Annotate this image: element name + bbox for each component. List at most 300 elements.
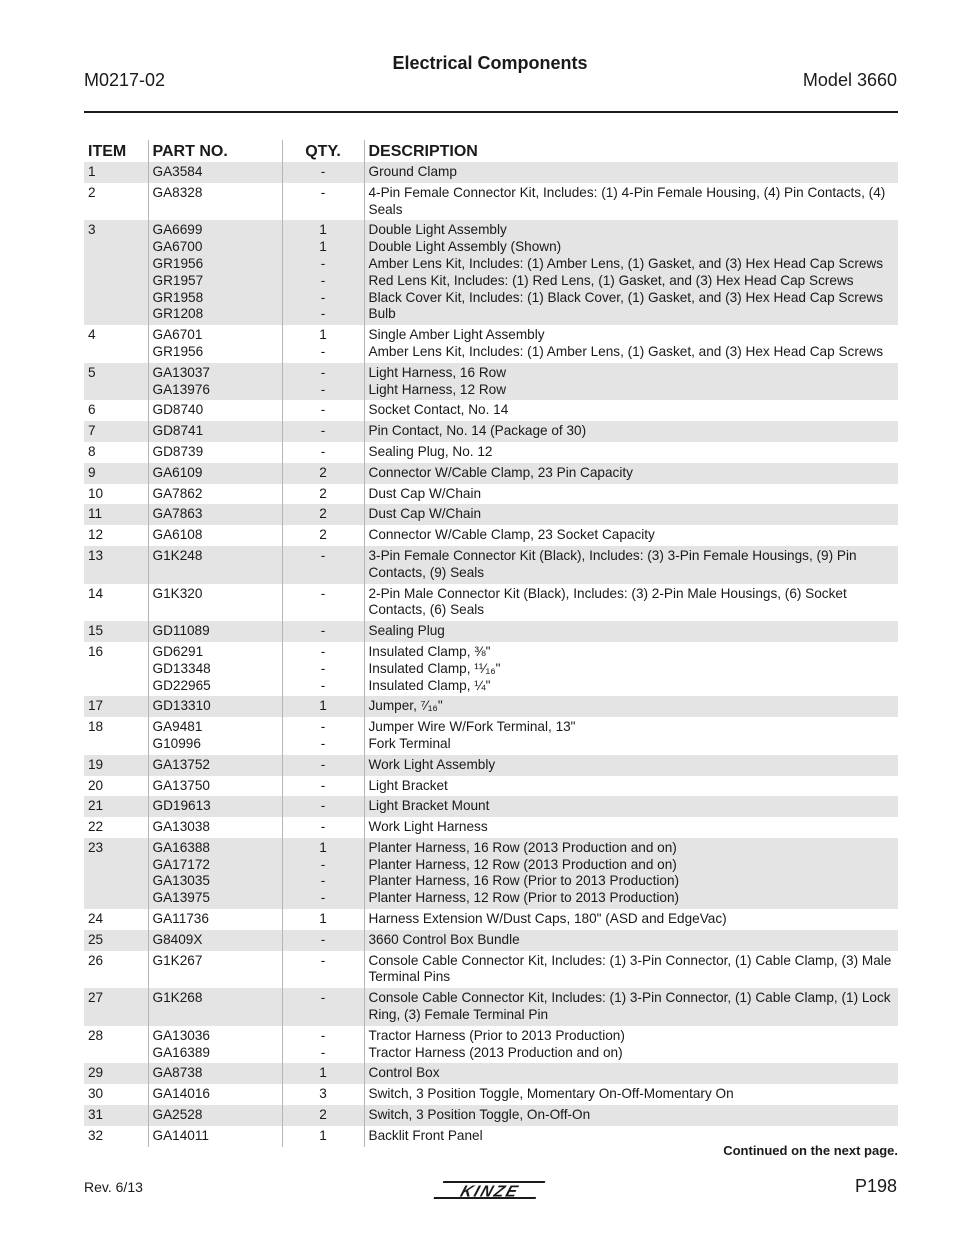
description: Sealing Plug, No. 12: [368, 443, 493, 459]
description: 3-Pin Female Connector Kit (Black), Includes: (3) 3-Pin Female Housings, (9) Pin Contacts, (9) Seals: [368, 547, 857, 580]
description-cell: [364, 988, 898, 1026]
part-number-cell: [148, 988, 282, 1026]
table-row: [84, 1026, 898, 1064]
description: Work Light Assembly: [368, 756, 496, 772]
part-number: GA6700: [152, 239, 203, 255]
description: Light Harness, 16 Row: [368, 364, 507, 380]
quantity-cell: [282, 584, 364, 622]
quantity-cell: [282, 442, 364, 463]
quantity: -: [320, 952, 326, 968]
quantity-cell: [282, 717, 364, 755]
part-number-cell: [148, 363, 282, 401]
quantity: -: [320, 819, 326, 835]
description: Red Lens Kit, Includes: (1) Red Lens, (1) Gasket, and (3) Hex Head Cap Screws: [368, 272, 854, 288]
quantity: -: [320, 443, 326, 459]
part-number-cell: [148, 755, 282, 776]
table-row: [84, 621, 898, 642]
quantity: -: [320, 798, 326, 814]
item-number: 15: [84, 621, 148, 642]
table-row: [84, 776, 898, 797]
quantity-cell: [282, 525, 364, 546]
quantity-cell: [282, 796, 364, 817]
part-number: GA6701: [152, 327, 203, 343]
quantity-cell: [282, 183, 364, 221]
quantity-cell: [282, 504, 364, 525]
description: Planter Harness, 12 Row (2013 Production and on): [368, 856, 677, 872]
table-row: [84, 504, 898, 525]
quantity: -: [320, 306, 326, 322]
table-row: [84, 363, 898, 401]
description-cell: [364, 162, 898, 183]
part-number: GA7862: [152, 485, 203, 501]
part-number: GR1957: [152, 272, 204, 288]
part-number: GA16388: [152, 839, 210, 855]
description-cell: [364, 909, 898, 930]
item-number: 7: [84, 421, 148, 442]
description-cell: [364, 930, 898, 951]
item-number: 20: [88, 777, 104, 793]
quantity: -: [320, 677, 326, 693]
part-number: GA8738: [152, 1065, 203, 1081]
quantity: -: [320, 643, 326, 659]
page-title: Electrical Components: [392, 53, 588, 73]
column-header-part-no: PART NO.: [148, 140, 282, 162]
quantity-cell: [282, 220, 364, 325]
part-number-cell: [148, 463, 282, 484]
table-row: [84, 1063, 898, 1084]
header-divider: [84, 111, 898, 113]
part-number-cell: [148, 696, 282, 717]
item-number: 18: [88, 719, 104, 735]
revision-label: Rev. 6/13: [84, 1179, 143, 1195]
quantity-cell: [282, 1084, 364, 1105]
description-cell: [364, 421, 898, 442]
quantity: -: [320, 343, 326, 359]
description: Switch, 3 Position Toggle, On-Off-On: [368, 1107, 591, 1123]
part-number: GA3584: [152, 164, 203, 179]
description: Console Cable Connector Kit, Includes: (1) 3-Pin Connector, (1) Cable Clamp, (1) Lock Ring, (3) Female Terminal Pin: [368, 990, 891, 1023]
quantity: 1: [319, 239, 327, 255]
part-number: GA13035: [152, 873, 210, 889]
quantity: -: [320, 164, 326, 179]
part-number: GA13752: [152, 756, 210, 772]
part-number: GA6108: [152, 527, 203, 543]
quantity-cell: [282, 817, 364, 838]
column-header-description: DESCRIPTION: [364, 140, 898, 162]
part-number: GA14016: [152, 1086, 210, 1102]
part-number-cell: [148, 951, 282, 989]
quantity-cell: [282, 421, 364, 442]
description: Pin Contact, No. 14 (Package of 30): [368, 423, 587, 439]
item-number: 5: [84, 363, 148, 401]
table-row: [84, 1084, 898, 1105]
quantity: -: [320, 777, 326, 793]
part-number: GA13037: [152, 364, 210, 380]
quantity: 1: [319, 1127, 327, 1143]
description: Connector W/Cable Clamp, 23 Socket Capacity: [368, 527, 655, 543]
description: Switch, 3 Position Toggle, Momentary On-Off-Momentary On: [368, 1086, 734, 1102]
quantity: -: [320, 719, 326, 735]
description-cell: [364, 183, 898, 221]
description-cell: [364, 220, 898, 325]
table-row: [84, 220, 898, 325]
description-cell: [364, 484, 898, 505]
quantity: 1: [319, 327, 327, 343]
description: Work Light Harness: [368, 819, 488, 835]
parts-table: [84, 140, 898, 1147]
part-number: GA6699: [152, 222, 203, 238]
description: Connector W/Cable Clamp, 23 Pin Capacity: [368, 464, 633, 480]
description-cell: [364, 951, 898, 989]
part-number: GA11736: [152, 911, 209, 927]
description: Jumper Wire W/Fork Terminal, 13": [368, 719, 576, 735]
part-number-cell: [148, 817, 282, 838]
description-cell: [364, 546, 898, 584]
part-number-cell: [148, 930, 282, 951]
quantity-cell: [282, 988, 364, 1026]
quantity: -: [320, 623, 326, 639]
table-row: [84, 642, 898, 696]
description: Console Cable Connector Kit, Includes: (1) 3-Pin Connector, (1) Cable Clamp, (3) Male Terminal Pins: [368, 952, 892, 985]
table-row: [84, 484, 898, 505]
item-number: 32: [88, 1127, 104, 1143]
part-number-cell: [148, 183, 282, 221]
quantity: 1: [319, 698, 327, 714]
part-number-cell: [148, 400, 282, 421]
part-number: GA9481: [152, 719, 203, 735]
description-cell: [364, 696, 898, 717]
table-row: [84, 325, 898, 363]
item-number: 17: [84, 696, 148, 717]
description: Amber Lens Kit, Includes: (1) Amber Lens, (1) Gasket, and (3) Hex Head Cap Screws: [368, 343, 884, 359]
description: Double Light Assembly: [368, 222, 507, 238]
part-number-cell: [148, 584, 282, 622]
table-row: [84, 755, 898, 776]
quantity: -: [320, 1027, 326, 1043]
table-row: [84, 442, 898, 463]
description-cell: [364, 621, 898, 642]
part-number: GA16389: [152, 1044, 210, 1060]
description-cell: [364, 755, 898, 776]
quantity: -: [320, 184, 326, 200]
quantity-cell: [282, 1126, 364, 1147]
item-number: 10: [88, 485, 104, 501]
table-row: [84, 817, 898, 838]
table-row: [84, 909, 898, 930]
quantity: -: [320, 735, 326, 751]
part-number: GA13038: [152, 819, 210, 835]
table-row: [84, 546, 898, 584]
description-cell: [364, 442, 898, 463]
part-number-cell: [148, 909, 282, 930]
description-cell: [364, 525, 898, 546]
item-number: 22: [88, 819, 104, 835]
part-number: G1K267: [152, 952, 203, 968]
part-number: GD13348: [152, 660, 211, 676]
quantity-cell: [282, 400, 364, 421]
part-number-cell: [148, 546, 282, 584]
table-row: [84, 421, 898, 442]
quantity: -: [320, 856, 326, 872]
description: Amber Lens Kit, Includes: (1) Amber Lens, (1) Gasket, and (3) Hex Head Cap Screws: [368, 255, 884, 271]
quantity: -: [320, 255, 326, 271]
description-cell: [364, 642, 898, 696]
description-cell: [364, 463, 898, 484]
description-cell: [364, 325, 898, 363]
item-number: 29: [84, 1063, 148, 1084]
table-header-row: [84, 140, 898, 162]
part-number: GD13310: [152, 698, 211, 714]
part-number: GR1956: [152, 255, 204, 271]
quantity-cell: [282, 621, 364, 642]
part-number: GA2528: [152, 1107, 203, 1123]
quantity: -: [320, 1044, 326, 1060]
description-cell: [364, 796, 898, 817]
item-number: 8: [88, 443, 96, 459]
quantity: -: [320, 364, 326, 380]
part-number: GD8741: [152, 423, 204, 439]
part-number: GD6291: [152, 643, 204, 659]
part-number-cell: [148, 717, 282, 755]
item-number: 1: [84, 162, 148, 183]
description: Black Cover Kit, Includes: (1) Black Cover, (1) Gasket, and (3) Hex Head Cap Screws: [368, 289, 883, 305]
part-number: GA13036: [152, 1027, 210, 1043]
part-number: G1K268: [152, 990, 203, 1006]
part-number: GA8328: [152, 184, 203, 200]
item-number: 2: [88, 184, 96, 200]
table-row: [84, 162, 898, 183]
part-number: GD8739: [152, 443, 204, 459]
item-number: 21: [84, 796, 148, 817]
part-number: GD8740: [152, 402, 204, 418]
part-number: GD11089: [152, 623, 210, 639]
table-row: [84, 696, 898, 717]
item-number: 30: [88, 1086, 104, 1102]
description: 3660 Control Box Bundle: [368, 931, 520, 947]
quantity: 1: [319, 1065, 327, 1081]
part-number-cell: [148, 621, 282, 642]
part-number-cell: [148, 1084, 282, 1105]
quantity-cell: [282, 951, 364, 989]
quantity: -: [320, 547, 326, 563]
part-number: GA13976: [152, 381, 210, 397]
description-cell: [364, 363, 898, 401]
part-number-cell: [148, 162, 282, 183]
item-number: 14: [88, 585, 104, 601]
quantity-cell: [282, 1105, 364, 1126]
quantity: -: [320, 756, 326, 772]
part-number: GA6109: [152, 464, 203, 480]
quantity-cell: [282, 1063, 364, 1084]
page-number: P198: [854, 1176, 897, 1196]
quantity: 2: [319, 1107, 327, 1123]
part-number: GA7863: [152, 506, 203, 522]
part-number: G1K248: [152, 547, 203, 563]
description: Backlit Front Panel: [368, 1127, 483, 1143]
table-row: [84, 584, 898, 622]
document-number: M0217-02: [84, 70, 166, 90]
description: Planter Harness, 16 Row (Prior to 2013 Production): [368, 873, 680, 889]
table-row: [84, 1105, 898, 1126]
part-number-cell: [148, 421, 282, 442]
description-cell: [364, 1063, 898, 1084]
table-row: [84, 930, 898, 951]
part-number-cell: [148, 525, 282, 546]
quantity: 2: [319, 506, 327, 522]
item-number: 23: [84, 838, 148, 909]
description: Planter Harness, 12 Row (Prior to 2013 Production): [368, 890, 680, 906]
item-number: 19: [84, 755, 148, 776]
table-row: [84, 183, 898, 221]
description: Planter Harness, 16 Row (2013 Production and on): [368, 839, 677, 855]
description: 2-Pin Male Connector Kit (Black), Includes: (3) 2-Pin Male Housings, (6) Socket Contacts, (6) Seals: [368, 585, 847, 618]
description: Dust Cap W/Chain: [368, 506, 482, 522]
part-number-cell: [148, 1126, 282, 1147]
description-cell: [364, 584, 898, 622]
quantity: 1: [319, 222, 327, 238]
description: Dust Cap W/Chain: [368, 485, 482, 501]
model-label: Model 3660: [802, 70, 897, 90]
item-number: 28: [88, 1027, 104, 1043]
item-number: 31: [84, 1105, 148, 1126]
part-number-cell: [148, 325, 282, 363]
part-number-cell: [148, 442, 282, 463]
column-header-qty: QTY.: [282, 140, 364, 162]
description: Socket Contact, No. 14: [368, 402, 509, 418]
part-number: GA17172: [152, 856, 210, 872]
logo-text: KINZE: [458, 1182, 522, 1201]
quantity-cell: [282, 930, 364, 951]
quantity-cell: [282, 1026, 364, 1064]
quantity-cell: [282, 776, 364, 797]
item-number: 4: [88, 327, 96, 343]
part-number-cell: [148, 484, 282, 505]
part-number-cell: [148, 1063, 282, 1084]
description: Bulb: [368, 306, 396, 322]
description: Jumper, ⁷⁄₁₆": [368, 698, 443, 714]
item-number: 11: [84, 504, 148, 525]
description: Insulated Clamp, ⅜": [368, 643, 491, 659]
part-number: G1K320: [152, 585, 203, 601]
quantity: -: [320, 890, 326, 906]
description: Harness Extension W/Dust Caps, 180" (ASD and EdgeVac): [368, 911, 727, 927]
table-row: [84, 988, 898, 1026]
parts-table-body: [84, 162, 898, 1147]
item-number: 3: [84, 220, 148, 325]
part-number-cell: [148, 220, 282, 325]
part-number: GA14011: [152, 1127, 209, 1143]
part-number-cell: [148, 504, 282, 525]
description-cell: [364, 776, 898, 797]
part-number-cell: [148, 838, 282, 909]
quantity-cell: [282, 363, 364, 401]
part-number: GR1958: [152, 289, 204, 305]
description: 4-Pin Female Connector Kit, Includes: (1) 4-Pin Female Housing, (4) Pin Contacts, (4) Seals: [368, 184, 886, 217]
quantity: -: [320, 423, 326, 439]
part-number: G10996: [152, 735, 201, 751]
description-cell: [364, 1084, 898, 1105]
description: Insulated Clamp, ¹¹⁄₁₆": [368, 660, 501, 676]
part-number-cell: [148, 1026, 282, 1064]
column-header-item: ITEM: [88, 143, 127, 160]
description: Tractor Harness (2013 Production and on): [368, 1044, 623, 1060]
quantity: -: [320, 873, 326, 889]
description-cell: [364, 717, 898, 755]
continued-note: Continued on the next page.: [723, 1143, 898, 1158]
description: Double Light Assembly (Shown): [368, 239, 562, 255]
description: Sealing Plug: [368, 623, 445, 639]
quantity: 1: [319, 911, 327, 927]
quantity-cell: [282, 325, 364, 363]
quantity: -: [320, 289, 326, 305]
quantity: 1: [319, 839, 327, 855]
item-number: 26: [88, 952, 104, 968]
description: Control Box: [368, 1065, 440, 1081]
description-cell: [364, 504, 898, 525]
description: Light Bracket Mount: [368, 798, 490, 814]
part-number: GR1208: [152, 306, 204, 322]
quantity-cell: [282, 463, 364, 484]
description-cell: [364, 838, 898, 909]
table-row: [84, 796, 898, 817]
quantity: -: [320, 931, 326, 947]
description: Ground Clamp: [368, 164, 457, 179]
description-cell: [364, 817, 898, 838]
part-number: GR1956: [152, 343, 204, 359]
description-cell: [364, 400, 898, 421]
description-cell: [364, 1026, 898, 1064]
description: Light Harness, 12 Row: [368, 381, 507, 397]
item-number: 13: [84, 546, 148, 584]
quantity-cell: [282, 838, 364, 909]
kinze-logo: [431, 1176, 551, 1204]
part-number: G8409X: [152, 931, 203, 947]
item-number: 9: [84, 463, 148, 484]
description: Insulated Clamp, ¼": [368, 677, 491, 693]
quantity: -: [320, 585, 326, 601]
item-number: 6: [88, 402, 96, 418]
table-row: [84, 463, 898, 484]
quantity: 2: [319, 527, 327, 543]
quantity: 2: [319, 464, 327, 480]
part-number: GD19613: [152, 798, 211, 814]
item-number: 12: [88, 527, 104, 543]
part-number-cell: [148, 776, 282, 797]
description: Single Amber Light Assembly: [368, 327, 545, 343]
quantity-cell: [282, 642, 364, 696]
quantity-cell: [282, 909, 364, 930]
description: Fork Terminal: [368, 735, 451, 751]
quantity-cell: [282, 696, 364, 717]
quantity-cell: [282, 162, 364, 183]
description: Tractor Harness (Prior to 2013 Production): [368, 1027, 625, 1043]
part-number: GA13750: [152, 777, 210, 793]
item-number: 25: [84, 930, 148, 951]
table-row: [84, 525, 898, 546]
table-row: [84, 951, 898, 989]
part-number-cell: [148, 1105, 282, 1126]
item-number: 16: [88, 643, 104, 659]
part-number-cell: [148, 642, 282, 696]
table-row: [84, 400, 898, 421]
part-number-cell: [148, 796, 282, 817]
item-number: 24: [88, 911, 104, 927]
table-row: [84, 838, 898, 909]
quantity: -: [320, 990, 326, 1006]
part-number: GA13975: [152, 890, 210, 906]
quantity: 2: [319, 485, 327, 501]
quantity: -: [320, 381, 326, 397]
